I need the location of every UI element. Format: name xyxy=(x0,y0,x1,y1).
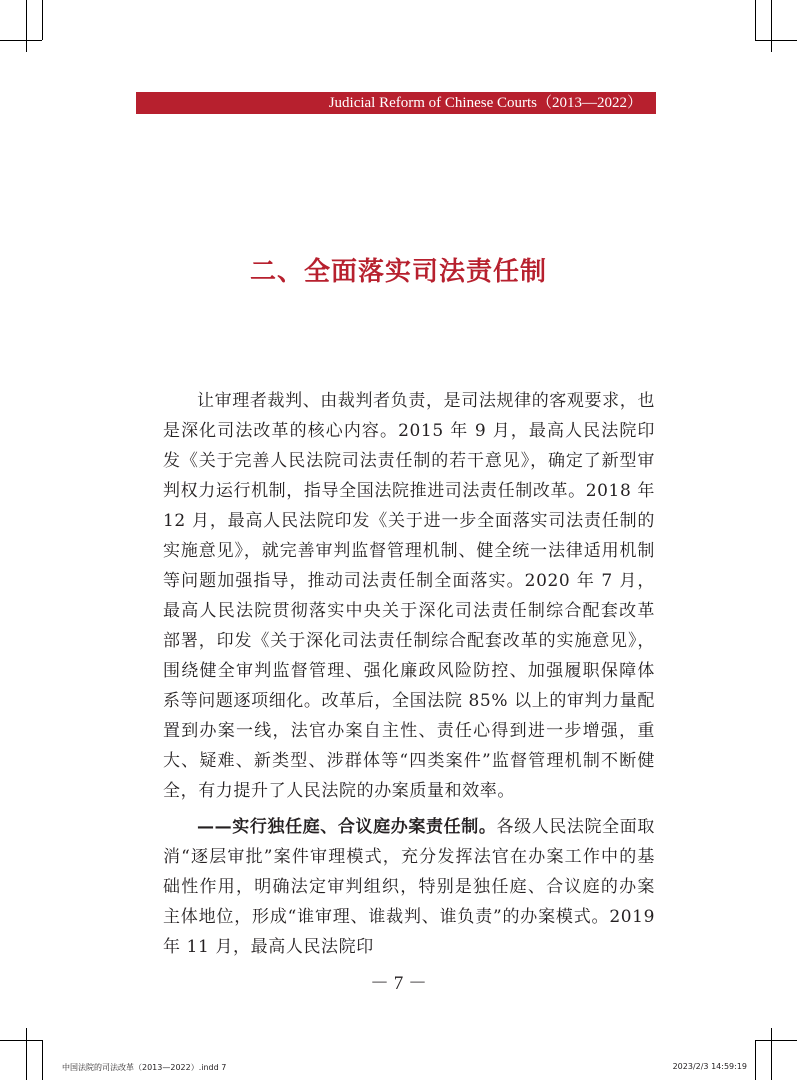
crop-mark xyxy=(26,0,27,52)
crop-mark xyxy=(755,0,756,40)
crop-mark xyxy=(771,0,772,52)
crop-mark xyxy=(0,40,42,41)
paragraph xyxy=(163,812,655,962)
slug-filename: 中国法院的司法改革（2013—2022）.indd 7 xyxy=(62,1063,227,1072)
paragraph-lead: ——实行独任庭、合议庭办案责任制。 xyxy=(197,817,497,837)
section-title: 二、全面落实司法责任制 xyxy=(249,257,547,287)
paragraph-text: 让审理者裁判、由裁判者负责，是司法规律的客观要求，也是深化司法改革的核心内容。2015 年 9 月，最高人民法院印发《关于完善人民法院司法责任制的若干意见》，确定了新型审判权力运行机制，指导全国法院推进司法责任制改革。2018 年 12 月，最高人民法院印发《关于进一步全面落实司法责任制的实施意见》，就完善审判监督管理机制、健全统一法律适用机制等问题加强指导，推动司法责任制全面落实。2020 年 7 月，最高人民法院贯彻落实中央关于深化司法责任制综合配套改革部署，印发《关于深化司法责任制综合配套改革的实施意见》，围绕健全审判监督管理、强化廉政风险防控、加强履职保障体系等问题逐项细化。改革后，全国法院 85% 以上的审判力量配置到办案一线，法官办案自主性、责任心得到进一步增强，重大、疑难、新类型、涉群体等“四类案件”监督管理机制不断健全，有力提升了人民法院的办案质量和效率。 xyxy=(163,391,655,801)
page-number: － 7 － xyxy=(369,973,427,994)
slug-timestamp: 2023/2/3 14:59:19 xyxy=(672,1062,747,1071)
crop-mark xyxy=(755,40,797,41)
crop-mark xyxy=(0,1040,42,1041)
body-text xyxy=(163,386,655,962)
crop-mark xyxy=(42,1040,43,1080)
crop-mark xyxy=(755,1040,756,1080)
crop-mark xyxy=(755,1040,797,1041)
paragraph-text: 各级人民法院全面取消“逐层审批”案件审理模式，充分发挥法官在办案工作中的基础性作用，明确法定审判组织，特别是独任庭、合议庭的办案主体地位，形成“谁审理、谁裁判、谁负责”的办案模式。2019 年 11 月，最高人民法院印 xyxy=(163,817,655,957)
running-header: Judicial Reform of Chinese Courts（2013—2022） xyxy=(328,95,642,111)
crop-mark xyxy=(42,0,43,40)
running-header-band xyxy=(136,92,656,114)
paragraph xyxy=(163,386,655,806)
crop-mark xyxy=(771,1028,772,1080)
crop-mark xyxy=(26,1028,27,1080)
